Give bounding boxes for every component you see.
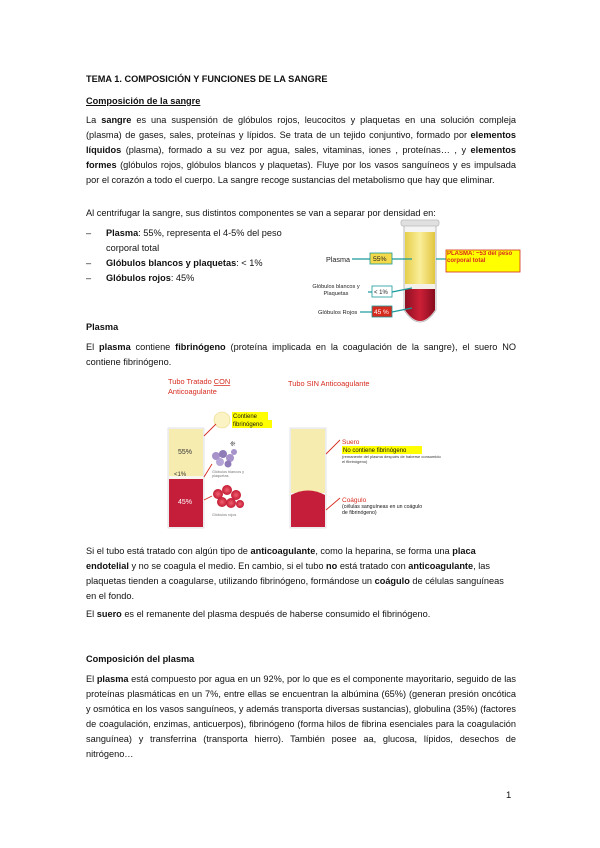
plasma-label: Plasma: [326, 255, 350, 264]
anticoagulant-tubes-figure: [150, 374, 450, 532]
doc-title: TEMA 1. COMPOSICIÓN Y FUNCIONES DE LA SANGRE: [86, 74, 328, 84]
no-contiene-label: No contiene fibrinógeno: [343, 448, 407, 454]
remanente-label: (remanente del plasma después de haberse consumido el fibrinógeno): [342, 454, 441, 464]
paragraph-plasma-fibrinogeno: El plasma contiene fibrinógeno (proteína implicada en la coagulación de la sangre), el suero NO contiene fibrinógeno.: [86, 342, 516, 367]
section-heading-plasma: Plasma: [86, 322, 119, 332]
centrifuge-tube-figure: [300, 218, 522, 333]
coagulo-desc: (células sanguíneas en un coágulo de fibrinógeno): [342, 504, 423, 517]
white-cells-icon: [212, 449, 237, 468]
components-list: [86, 226, 301, 286]
wbc-label: Glóbulos blancos y Plaquetas: [312, 284, 360, 297]
suero-label: Suero: [342, 439, 360, 446]
right-tube-title: Tubo SIN Anticoagulante: [288, 379, 370, 388]
plasma-layer: [405, 232, 435, 284]
left-tube-title-2: Anticoagulante: [168, 387, 217, 396]
left-pct-rbc: 45%: [178, 499, 193, 506]
red-cells-icon: [213, 485, 244, 508]
contiene-label: Contiene: [233, 414, 258, 420]
fibrinogeno-label: fibrinógeno: [233, 422, 263, 428]
paragraph-sangre: La sangre es una suspensión de glóbulos rojos, leucocitos y plaquetas en una solución compleja (plasma) de gases, sales, proteínas y lípidos. Se trata de un tejido conjuntivo, formado por elementos líquidos (plasma), formado a su vez por agua, sales, vitaminas, iones , proteínas… , y elementos formes (glóbulos rojos, glóbulos blancos y plaquetas). Fluye por los vasos sanguíneos y es impulsada por el corazón a todo el cuerpo. La sangre recoge sustancias del metabolismo que hay que eliminar.: [86, 115, 516, 185]
plasma-pct: 55%: [373, 256, 387, 263]
rbc-pct: 45 %: [374, 309, 389, 316]
paragraph-centrifugar: Al centrifugar la sangre, sus distintos componentes se van a separar por densidad en:: [86, 208, 436, 218]
rbc-small-label: Glóbulos rojos: [212, 513, 237, 517]
list-item: – Plasma: 55%, representa el 4-5% del peso corporal total: [86, 226, 301, 256]
plasma-note: PLASMA: ~53 del peso corporal total: [447, 251, 513, 264]
list-item: – Glóbulos blancos y plaquetas: < 1%: [86, 256, 301, 271]
paragraph-anticoagulante: Si el tubo está tratado con algún tipo de anticoagulante, como la heparina, se forma una placa endotelial y no se coagula el medio. En cambio, si el tubo no está tratado con anticoagulante, las plaquetas tienden a coagularse, utilizando fibrinógeno, formándose un coágulo de células sanguíneas en el fondo.: [86, 546, 504, 601]
svg-text:❊: ❊: [230, 441, 236, 448]
paragraph-suero: El suero es el remanente del plasma después de haberse consumido el fibrinógeno.: [86, 609, 431, 619]
rbc-label: Glóbulos Rojos: [318, 310, 358, 316]
page-number: 1: [506, 790, 512, 801]
wbc-small-label: Glóbulos blancos y plaquetas: [212, 470, 245, 479]
left-pct-wbc: <1%: [174, 472, 187, 478]
right-tube-clot: [291, 491, 325, 528]
right-tube-serum: [291, 429, 325, 493]
left-tube-title: Tubo Tratado CON: [168, 377, 231, 386]
paragraph-composicion-plasma: El plasma está compuesto por agua en un 92%, por lo que es el componente mayoritario, seguido de las proteínas plasmáticas en un 7%, entre ellas se encuentran la albúmina (65%) (generan presión oncótica y osmótica en los vasos sanguíneos, y además transporta diversas sustancias), globulina (35%) (factores de coagulación, enzimas, anticuerpos), fibrinógeno (forma hilos de fibrina esenciales para la coagulación sanguínea) y transferrina (transporta hierro). También posee aa, glucosa, lípidos, desechos de nitrógeno…: [86, 674, 516, 759]
list-item: – Glóbulos rojos: 45%: [86, 271, 301, 286]
fibrinogen-droplet-icon: [214, 412, 230, 428]
wbc-pct: < 1%: [374, 290, 388, 296]
section-heading-composicion-plasma: Composición del plasma: [86, 654, 195, 664]
section-heading-composicion: Composición de la sangre: [86, 96, 201, 106]
coagulo-label: Coágulo: [342, 497, 367, 504]
left-pct-plasma: 55%: [178, 449, 193, 456]
